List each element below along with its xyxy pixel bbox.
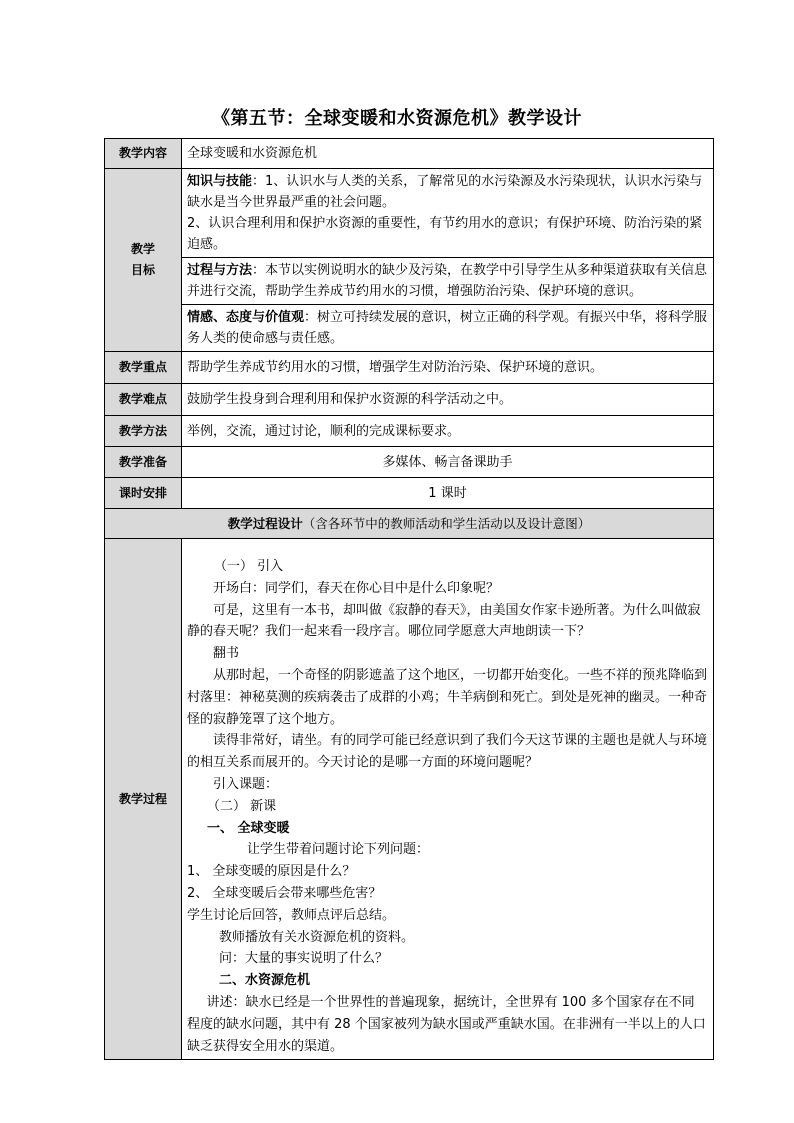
page-title: 《第五节：全球变暖和水资源危机》教学设计 bbox=[212, 108, 582, 129]
row-content bbox=[105, 139, 714, 169]
value-content: 全球变暖和水资源危机 bbox=[182, 139, 714, 169]
row-objectives-emotion bbox=[105, 305, 714, 352]
lesson-plan-table bbox=[104, 138, 714, 1060]
objective-emotion bbox=[182, 305, 714, 352]
process-header bbox=[105, 509, 714, 539]
row-key-points bbox=[105, 352, 714, 384]
label-content: 教学内容 bbox=[105, 139, 182, 169]
row-schedule bbox=[105, 478, 714, 509]
knowledge-text1: ：1、认识水与人类的关系，了解常见的水污染源及水污染现状，认识水污染与缺水是当今世界最严重的社会问题。 bbox=[187, 174, 703, 210]
label-process: 教学过程 bbox=[105, 539, 182, 1060]
value-difficulties: 鼓励学生投身到合理利用和保护水资源的科学活动之中。 bbox=[182, 384, 714, 416]
label-objectives bbox=[105, 169, 182, 352]
label-objectives-line1: 教学 bbox=[130, 242, 155, 256]
value-methods: 举例，交流，通过讨论，顺利的完成课标要求。 bbox=[182, 416, 714, 447]
knowledge-heading: 知识与技能 bbox=[187, 174, 253, 189]
heading-water-crisis: 二、水资源危机 bbox=[219, 973, 311, 989]
paragraph-topic: 引入课题： bbox=[213, 776, 279, 792]
paragraph-book: 可是，这里有一本书，却叫做《寂静的春天》，由美国女作家卡逊所著。为什么叫做寂静的春天呢？我们一起来看一段序言。哪位同学愿意大声地朗读一下？ bbox=[187, 602, 701, 640]
process-content bbox=[182, 539, 714, 1060]
paragraph-discuss: 让学生带着问题讨论下列问题： bbox=[247, 842, 430, 858]
row-preparation bbox=[105, 447, 714, 478]
process-header-bold: 教学过程设计 bbox=[227, 516, 303, 531]
paragraph-summary: 学生讨论后回答，教师点评后总结。 bbox=[187, 907, 396, 923]
label-methods: 教学方法 bbox=[105, 416, 182, 447]
paragraph-preface: 从那时起，一个奇怪的阴影遮盖了这个地区，一切都开始变化。一些不祥的预兆降临到村落里：神秘莫测的疾病袭击了成群的小鸡；牛羊病倒和死亡。到处是死神的幽灵。一种奇怪的寂静笼罩了这个地方。 bbox=[187, 667, 708, 727]
row-process-header bbox=[105, 509, 714, 539]
objective-process bbox=[182, 258, 714, 305]
process-heading: 过程与方法 bbox=[187, 263, 253, 278]
process-text: ：本节以实例说明水的缺少及污染，在教学中引导学生从多种渠道获取有关信息并进行交流，帮助学生养成节约用水的习惯，增强防治污染、保护环境的意识。 bbox=[187, 263, 708, 299]
label-schedule: 课时安排 bbox=[105, 478, 182, 509]
row-objectives-process bbox=[105, 258, 714, 305]
value-preparation: 多媒体、畅言备课助手 bbox=[182, 447, 714, 478]
paragraph-read: 读得非常好，请坐。有的同学可能已经意识到了我们今天这节课的主题也是就人与环境的相互关系而展开的。今天讨论的是哪一方面的环境问题呢？ bbox=[187, 733, 708, 771]
paragraph-opening: 开场白：同学们，春天在你心目中是什么印象呢？ bbox=[213, 580, 500, 596]
row-process bbox=[105, 539, 714, 1060]
section-new: （二） 新课 bbox=[207, 798, 277, 814]
value-schedule: 1 课时 bbox=[182, 478, 714, 509]
heading-global-warming: 一、 全球变暖 bbox=[207, 820, 290, 836]
paragraph-ask: 问：大量的事实说明了什么？ bbox=[219, 951, 389, 967]
label-key-points: 教学重点 bbox=[105, 352, 182, 384]
row-difficulties bbox=[105, 384, 714, 416]
label-preparation: 教学准备 bbox=[105, 447, 182, 478]
paragraph-play: 教师播放有关水资源危机的资料。 bbox=[219, 929, 415, 945]
knowledge-text2: 2、认识合理利用和保护水资源的重要性，有节约用水的意识；有保护环境、防治污染的紧迫感。 bbox=[187, 216, 703, 252]
process-header-note: （含各环节中的教师活动和学生活动以及设计意图） bbox=[302, 516, 591, 531]
label-objectives-line2: 目标 bbox=[130, 263, 155, 277]
label-difficulties: 教学难点 bbox=[105, 384, 182, 416]
section-intro: （一） 引入 bbox=[214, 559, 284, 574]
paragraph-lecture: 讲述：缺水已经是一个世界性的普遍现象，据统计，全世界有 100 多个国家存在不同程度的缺水问题，其中有 28 个国家被列为缺水国或严重缺水国。在非洲有一半以上的人口缺乏获得安全用水的渠道。 bbox=[187, 994, 706, 1054]
row-objectives-knowledge bbox=[105, 169, 714, 258]
question-1: 1、 全球变暖的原因是什么？ bbox=[187, 864, 356, 880]
paragraph-flip: 翻书 bbox=[213, 646, 240, 662]
question-2: 2、 全球变暖后会带来哪些危害？ bbox=[187, 885, 382, 901]
emotion-heading: 情感、态度与价值观 bbox=[187, 310, 305, 325]
objective-knowledge bbox=[182, 169, 714, 258]
value-key-points: 帮助学生养成节约用水的习惯，增强学生对防治污染、保护环境的意识。 bbox=[182, 352, 714, 384]
row-methods bbox=[105, 416, 714, 447]
emotion-text: ：树立可持续发展的意识，树立正确的科学观。有振兴中华，将科学服务人类的使命感与责任感。 bbox=[187, 310, 708, 346]
